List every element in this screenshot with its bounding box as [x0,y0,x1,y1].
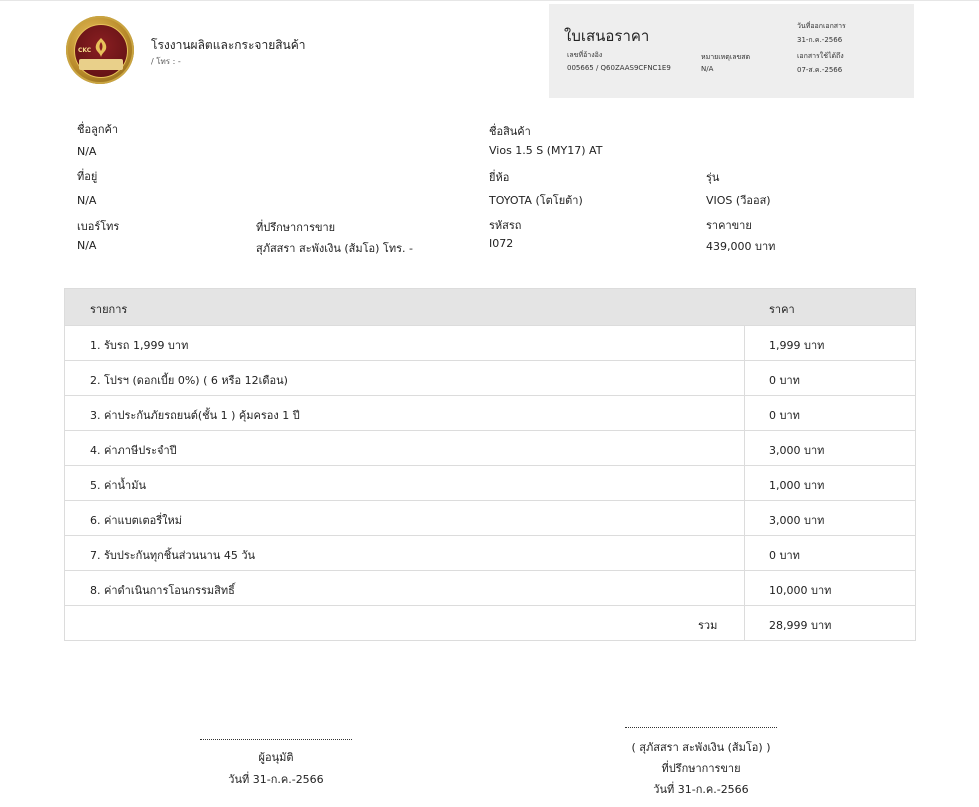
car-code-label: รหัสรถ [489,219,522,232]
column-divider [744,396,745,430]
column-divider [744,501,745,535]
price-cell: 0 บาท [769,549,800,562]
sales-advisor-value: สุภัสสรา สะพังเงิน (ส้มโอ) โทร. - [256,242,413,255]
company-phone: / โทร : - [151,57,181,66]
table-row [65,395,915,430]
price-cell: 0 บาท [769,374,800,387]
sales-advisor-label: ที่ปรึกษาการขาย [256,221,336,234]
price-cell: 3,000 บาท [769,444,825,457]
column-divider [744,571,745,605]
column-divider [744,466,745,500]
column-header-price: ราคา [769,303,795,316]
item-cell: 5. ค่าน้ำมัน [90,479,146,492]
car-code-value: I072 [489,237,514,250]
customer-name-label: ชื่อลูกค้า [77,123,119,136]
remark-label: หมายเหตุเลขสต [701,53,751,61]
total-value: 28,999 บาท [769,619,832,632]
top-divider [0,0,979,1]
table-row [65,430,915,465]
table-row [65,570,915,605]
table-row [65,465,915,500]
item-cell: 2. โปรฯ (ดอกเบี้ย 0%) ( 6 หรือ 12เดือน) [90,374,288,387]
phone-value: N/A [77,239,97,252]
price-cell: 1,000 บาท [769,479,825,492]
issue-date-value: 31-ก.ค.-2566 [797,36,843,44]
logo-ckc-text: CKC [78,47,92,54]
price-cell: 10,000 บาท [769,584,832,597]
logo-banner [79,59,123,70]
advisor-signature-date: วันที่ 31-ก.ค.-2566 [653,783,749,796]
address-label: ที่อยู่ [77,170,98,183]
item-cell: 6. ค่าแบตเตอรี่ใหม่ [90,514,183,527]
customer-name-value: N/A [77,145,97,158]
product-name-value: Vios 1.5 S (MY17) AT [489,144,603,157]
items-table [64,288,916,641]
item-cell: 1. รับรถ 1,999 บาท [90,339,189,352]
model-label: รุ่น [706,171,720,184]
price-cell: 0 บาท [769,409,800,422]
advisor-signature-name: ( สุภัสสรา สะพังเงิน (ส้มโอ) ) [631,741,771,754]
column-divider [744,536,745,570]
company-name: โรงงานผลิตและกระจายสินค้า [151,38,306,52]
logo-emblem [74,24,128,78]
table-row [65,535,915,570]
sale-price-label: ราคาขาย [706,219,752,232]
item-cell: 8. ค่าดำเนินการโอนกรรมสิทธิ์ [90,584,235,597]
table-header [65,289,915,325]
item-cell: 4. ค่าภาษีประจำปี [90,444,177,457]
ref-value: 005665 / Q60ZAAS9CFNC1E9 [567,64,671,72]
brand-label: ยี่ห้อ [489,171,510,184]
column-divider [744,431,745,465]
table-row [65,500,915,535]
price-cell: 1,999 บาท [769,339,825,352]
column-divider [744,606,745,640]
total-label: รวม [698,619,718,632]
phoenix-icon [89,36,113,60]
address-value: N/A [77,194,97,207]
brand-value: TOYOTA (โตโยต้า) [489,194,583,207]
column-header-item: รายการ [90,303,128,316]
advisor-signature-title: ที่ปรึกษาการขาย [661,762,741,775]
table-total-row [65,605,915,640]
issue-date-label: วันที่ออกเอกสาร [797,22,846,30]
product-name-label: ชื่อสินค้า [489,125,531,138]
advisor-signature-line [625,727,777,728]
quote-title: ใบเสนอราคา [564,27,650,45]
price-cell: 3,000 บาท [769,514,825,527]
item-cell: 3. ค่าประกันภัยรถยนต์(ชั้น 1 ) คุ้มครอง 1 ปี [90,409,300,422]
model-value: VIOS (วีออส) [706,194,771,207]
column-divider [744,326,745,360]
ref-label: เลขที่อ้างอิง [567,51,603,59]
phone-label: เบอร์โทร [77,220,120,233]
valid-until-label: เอกสารใช้ได้ถึง [797,52,844,60]
item-cell: 7. รับประกันทุกชิ้นส่วนนาน 45 วัน [90,549,256,562]
quote-header-box [549,4,914,98]
approver-date: วันที่ 31-ก.ค.-2566 [228,773,324,786]
sale-price-value: 439,000 บาท [706,240,776,253]
column-divider [744,361,745,395]
valid-until-value: 07-ส.ค.-2566 [797,66,843,74]
remark-value: N/A [701,65,714,73]
approver-signature-line [200,739,352,740]
company-logo [66,16,134,84]
table-row [65,360,915,395]
table-row [65,325,915,360]
approver-title: ผู้อนุมัติ [258,751,294,764]
